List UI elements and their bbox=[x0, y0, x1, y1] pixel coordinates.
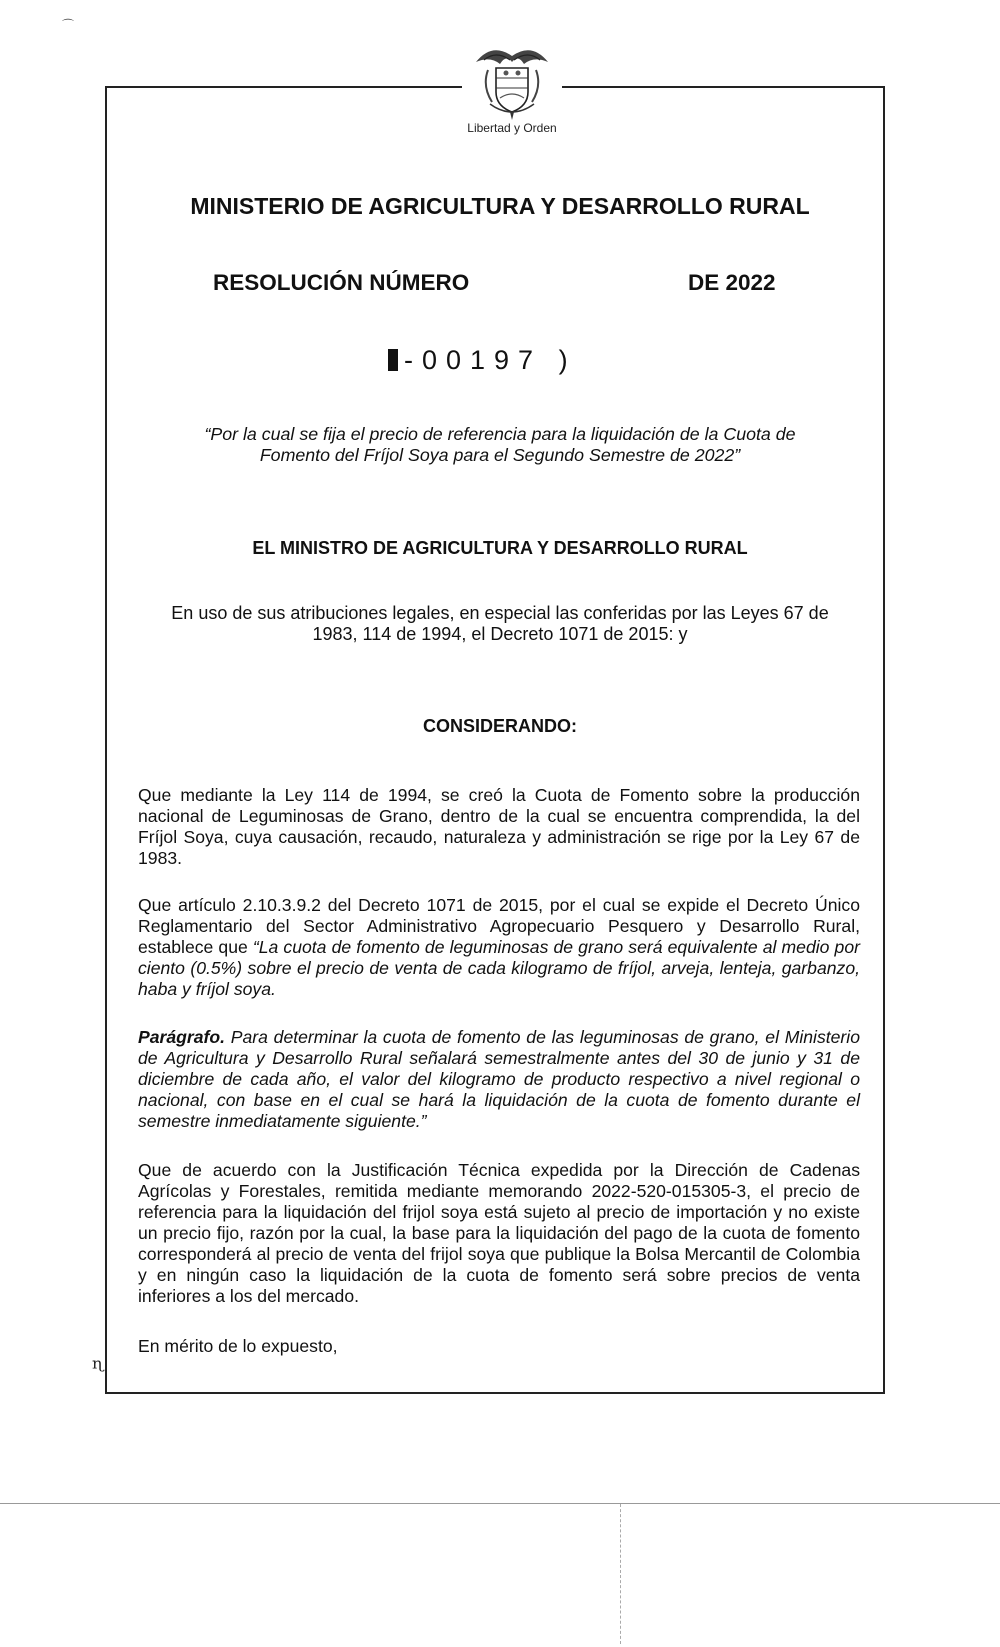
paragraph-decree-1071 bbox=[138, 895, 860, 1000]
resolution-number bbox=[388, 345, 577, 376]
paragraph-decree-1071-quote: “La cuota de fomento de leguminosas de grano será equivalente al medio por ciento (0.5%) sobre el precio de venta de cada kilogramo de fríjol, arveja, lenteja, garbanzo, haba y fríjol soya. bbox=[138, 937, 860, 999]
scan-mark: ⌒ bbox=[62, 18, 75, 32]
resolution-label: RESOLUCIÓN NÚMERO bbox=[213, 270, 470, 295]
resolution-year: DE 2022 bbox=[688, 270, 776, 295]
paragraph-paragrafo bbox=[138, 1027, 860, 1132]
resolution-title bbox=[138, 424, 862, 466]
paragraph-closing: En mérito de lo expuesto, bbox=[138, 1336, 338, 1356]
legal-faculties-line1: En uso de sus atribuciones legales, en especial las conferidas por las Leyes 67 de bbox=[171, 603, 829, 623]
ministry-heading: MINISTERIO DE AGRICULTURA Y DESARROLLO RURAL bbox=[190, 193, 810, 219]
seal-motto: Libertad y Orden bbox=[467, 121, 557, 135]
paragraph-technical-justification: Que de acuerdo con la Justificación Técnica expedida por la Dirección de Cadenas Agrícolas y Forestales, remitida mediante memorando 2022-520-015305-3, el precio de referencia para la liquidación del frijol soya está sujeto al precio de importación y no existe un precio fijo, razón por la cual, la base para la liquidación del pago de la cuota de fomento corresponderá al precio de venta del frijol soya que publique la Bolsa Mercantil de Colombia y en ningún caso la liquidación de la cuota de fomento será sobre precios de venta inferiores a los del mercado. bbox=[138, 1160, 860, 1306]
resolution-title-line1: “Por la cual se fija el precio de referencia para la liquidación de la Cuota de bbox=[204, 424, 796, 444]
seal bbox=[462, 40, 562, 148]
paragrafo-text: Para determinar la cuota de fomento de las leguminosas de grano, el Ministerio de Agricultura y Desarrollo Rural señalará semestralmente antes del 30 de junio y 31 de diciembre de cada año, el valor del kilogramo de producto respectivo a nivel regional o nacional, con base en el cual se hará la liquidación de la cuota de fomento durante el semestre inmediatamente siguiente.” bbox=[138, 1027, 860, 1131]
minister-heading: EL MINISTRO DE AGRICULTURA Y DESARROLLO RURAL bbox=[252, 538, 748, 558]
legal-faculties-line2: 1983, 114 de 1994, el Decreto 1071 de 2015: y bbox=[312, 624, 688, 644]
page-fold-vertical bbox=[620, 1504, 621, 1644]
page-fold-line bbox=[0, 1503, 1000, 1504]
coat-of-arms-icon bbox=[470, 40, 554, 120]
paragraph-decree-1071-text: Que artículo 2.10.3.9.2 del Decreto 1071 de 2015, por el cual se expide el Decreto Único Reglamentario del Sector Administrativo Agropecuario Pesquero y Desarrollo Rural, establece que bbox=[138, 895, 860, 957]
handwritten-initial: ᶯ bbox=[92, 1354, 103, 1384]
considering-heading: CONSIDERANDO: bbox=[422, 716, 577, 736]
resolution-title-line2: Fomento del Fríjol Soya para el Segundo Semestre de 2022” bbox=[259, 445, 741, 465]
paragraph-law-114: Que mediante la Ley 114 de 1994, se creó la Cuota de Fomento sobre la producción nacional de Leguminosas de Grano, dentro de la cual se encuentra comprendida, la del Fríjol Soya, cuya causación, recaudo, naturaleza y administración se rige por la Ley 67 de 1983. bbox=[138, 785, 860, 868]
paragrafo-label: Parágrafo. bbox=[138, 1027, 226, 1047]
legal-faculties bbox=[138, 603, 862, 645]
resolution-number-text: -00197 ) bbox=[404, 345, 577, 375]
stamp-mark bbox=[388, 349, 398, 371]
